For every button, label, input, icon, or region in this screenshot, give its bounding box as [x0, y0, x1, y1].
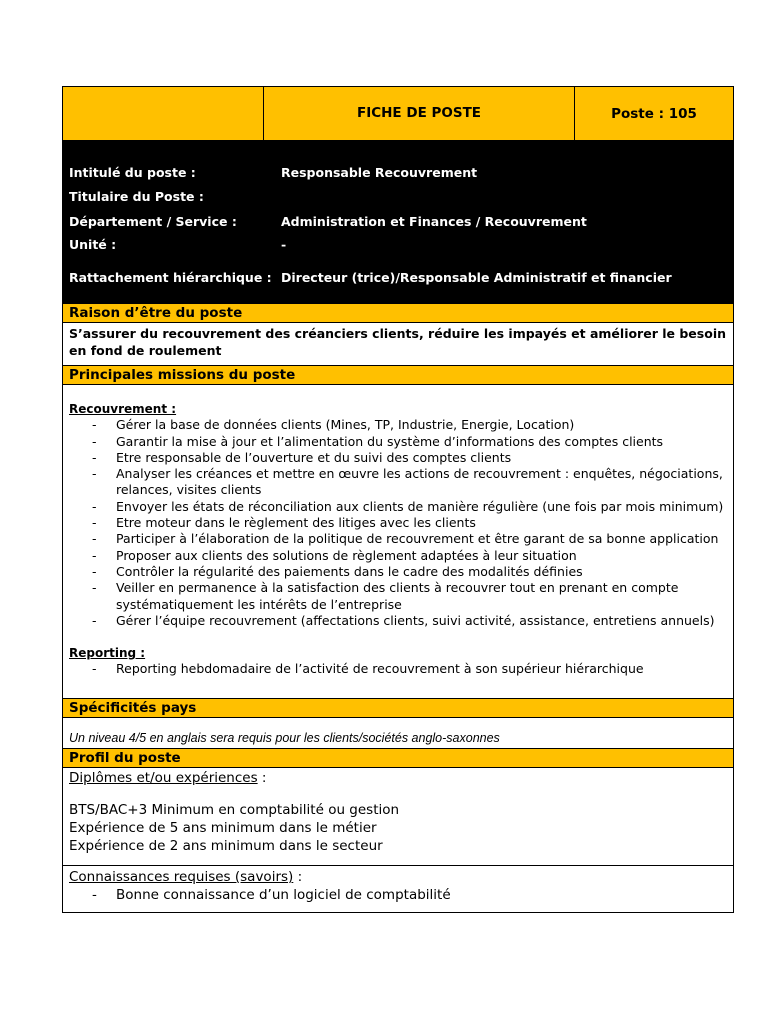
info-value: -	[281, 237, 287, 252]
info-value: Directeur (trice)/Responsable Administratif et financier	[281, 270, 672, 285]
recouvrement-subheading: Recouvrement :	[69, 402, 177, 416]
list-item-text: Garantir la mise à jour et l’alimentation du système d’informations des comptes clients	[116, 433, 664, 449]
list-item-text: Etre moteur dans le règlement des litiges avec les clients	[116, 515, 476, 531]
info-row-rattachement	[69, 270, 727, 288]
diplomes-label: Diplômes et/ou expériences	[69, 770, 258, 786]
list-item-text: Etre responsable de l’ouverture et du suivi des comptes clients	[116, 449, 512, 465]
list-item-text: Analyser les créances et mettre en œuvre les actions de recouvrement : enquêtes, négociations, relances, visites clients	[116, 466, 723, 498]
diplome-line: BTS/BAC+3 Minimum en comptabilité ou gestion	[69, 802, 400, 818]
raison-text: S’assurer du recouvrement des créanciers clients, réduire les impayés et améliorer le besoin en fond de roulement	[69, 326, 726, 358]
list-item-text: Gérer l’équipe recouvrement (affectations clients, suivi activité, assistance, entretiens annuels)	[116, 612, 715, 628]
list-item	[69, 466, 726, 499]
list-item	[69, 499, 726, 515]
info-label: Département / Service :	[69, 214, 237, 229]
list-item-text: Proposer aux clients des solutions de règlement adaptées à leur situation	[116, 547, 577, 563]
list-item	[69, 417, 726, 433]
connaissances-label: Connaissances requises (savoirs)	[69, 869, 294, 885]
list-item-text: Gérer la base de données clients (Mines, TP, Industrie, Energie, Location)	[116, 417, 575, 433]
profil-diplomes	[63, 768, 733, 866]
list-item	[69, 886, 727, 904]
dash-bullet: -	[92, 466, 97, 482]
info-label: Titulaire du Poste :	[69, 189, 204, 204]
section-heading-raison: Raison d’être du poste	[63, 304, 733, 323]
connaissances-list	[69, 886, 727, 904]
info-row-titulaire	[69, 189, 727, 207]
missions-body	[63, 385, 733, 698]
list-item-text: Contrôler la régularité des paiements dans le cadre des modalités définies	[116, 563, 583, 579]
reporting-list	[69, 661, 726, 677]
list-item	[69, 661, 726, 677]
dash-bullet: -	[92, 612, 97, 628]
pays-text: Un niveau 4/5 en anglais sera requis pour les clients/sociétés anglo-saxonnes	[69, 731, 500, 745]
diplome-line: Expérience de 5 ans minimum dans le métier	[69, 820, 377, 836]
info-label: Unité :	[69, 237, 117, 252]
dash-bullet: -	[92, 580, 97, 596]
dash-bullet: -	[92, 563, 97, 579]
dash-bullet: -	[92, 887, 97, 903]
list-item-text: Bonne connaissance d’un logiciel de comptabilité	[116, 887, 451, 903]
header-row	[63, 87, 733, 141]
info-label: Intitulé du poste :	[69, 165, 196, 180]
info-value: Administration et Finances / Recouvrement	[281, 214, 587, 229]
dash-bullet: -	[92, 433, 97, 449]
dash-bullet: -	[92, 531, 97, 547]
info-row-departement	[69, 214, 727, 232]
document-title: FICHE DE POSTE	[264, 87, 575, 140]
list-item-text: Participer à l’élaboration de la politique de recouvrement et être garant de sa bonne application	[116, 531, 719, 547]
list-item	[69, 434, 726, 450]
info-label: Rattachement hiérarchique :	[69, 270, 272, 285]
section-heading-profil: Profil du poste	[63, 748, 733, 768]
connaissances-heading	[69, 868, 727, 886]
info-value: Responsable Recouvrement	[281, 165, 478, 180]
list-item-text: Veiller en permanence à la satisfaction des clients à recouvrer tout en prenant en compte systématiquement les intérêts de l’entreprise	[116, 580, 679, 612]
poste-number: Poste : 105	[611, 105, 697, 122]
list-item-text: Envoyer les états de réconciliation aux clients de manière régulière (une fois par mois minimum)	[116, 498, 724, 514]
list-item	[69, 531, 726, 547]
connaissances-colon: :	[293, 869, 303, 885]
dash-bullet: -	[92, 449, 97, 465]
header-logo-cell	[63, 87, 264, 140]
dash-bullet: -	[92, 498, 97, 514]
job-info-block	[63, 141, 733, 304]
list-item	[69, 580, 726, 613]
reporting-subheading: Reporting :	[69, 646, 146, 661]
info-row-unite	[69, 237, 727, 255]
profil-connaissances	[63, 866, 733, 912]
recouvrement-list	[69, 417, 726, 629]
list-item	[69, 548, 726, 564]
diplomes-heading	[69, 769, 727, 787]
diplomes-colon: :	[257, 770, 267, 786]
list-item	[69, 515, 726, 531]
list-item-text: Reporting hebdomadaire de l’activité de recouvrement à son supérieur hiérarchique	[116, 661, 644, 677]
job-description-sheet	[62, 86, 734, 913]
section-heading-missions: Principales missions du poste	[63, 365, 733, 385]
info-row-intitule	[69, 165, 727, 183]
dash-bullet: -	[92, 417, 97, 433]
dash-bullet: -	[92, 515, 97, 531]
dash-bullet: -	[92, 547, 97, 563]
dash-bullet: -	[92, 661, 97, 677]
list-item	[69, 564, 726, 580]
section-heading-pays: Spécificités pays	[63, 698, 733, 718]
list-item	[69, 450, 726, 466]
diplome-line: Expérience de 2 ans minimum dans le secteur	[69, 838, 383, 854]
list-item	[69, 613, 726, 629]
